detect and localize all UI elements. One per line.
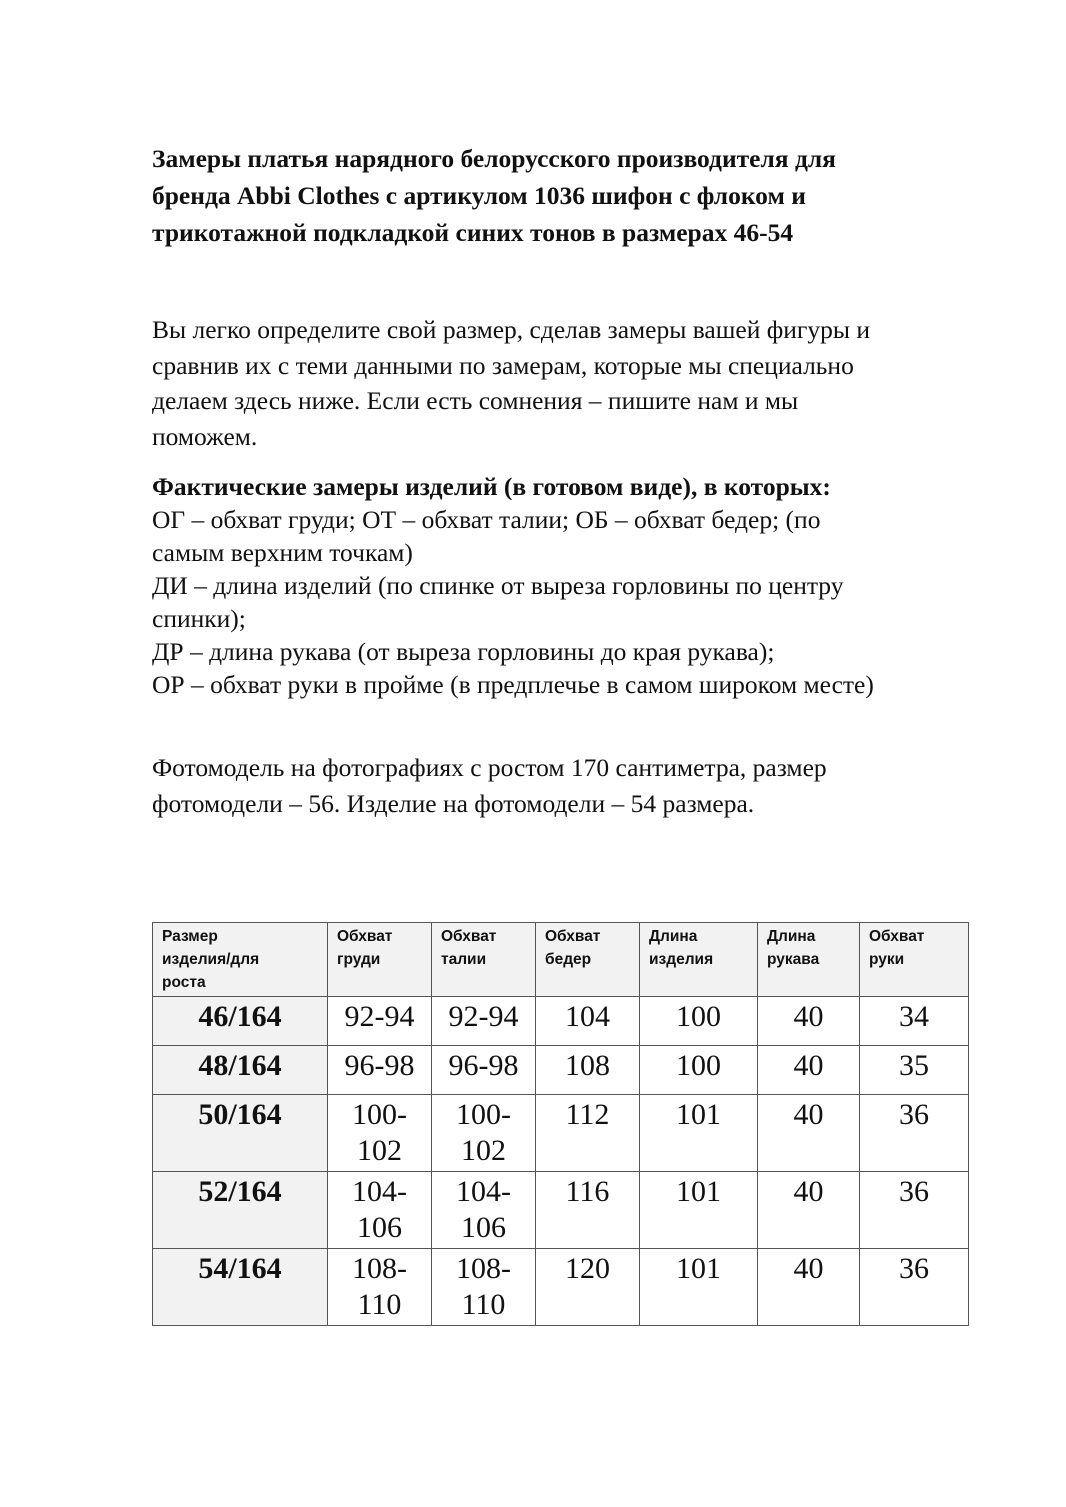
table-row [153,1249,969,1326]
definition-line: ДР – длина рукава (от выреза горловины до края рукава); [152,637,775,666]
cell-arm: 35 [860,1046,969,1095]
header-text: Длина [649,928,698,945]
cell-length: 101 [640,1172,758,1249]
cell-text: 106 [357,1211,402,1244]
cell-size: 46/164 [153,997,328,1046]
cell-text: 92-94 [448,1000,519,1033]
cell-sleeve: 40 [758,1172,860,1249]
cell-size: 50/164 [153,1095,328,1172]
header-waist [432,923,536,997]
cell-size: 54/164 [153,1249,328,1326]
table-row [153,997,969,1046]
cell-length: 101 [640,1095,758,1172]
cell-waist [432,1095,536,1172]
header-length [640,923,758,997]
cell-arm: 36 [860,1095,969,1172]
header-text: Длина [767,928,816,945]
cell-text: 100- [456,1098,511,1131]
cell-hips: 120 [536,1249,640,1326]
header-text: руки [869,951,905,968]
definition-line: спинки); [152,604,246,633]
header-text: груди [337,951,381,968]
cell-chest [328,1046,432,1095]
cell-hips: 116 [536,1172,640,1249]
definition-line: самым верхним точкам) [152,538,413,567]
header-text: талии [441,951,487,968]
cell-text: 110 [461,1288,506,1321]
header-text: Обхват [869,928,925,945]
cell-waist [432,1172,536,1249]
table-row [153,1095,969,1172]
cell-text: 108- [352,1252,407,1285]
cell-sleeve: 40 [758,997,860,1046]
header-arm [860,923,969,997]
title-line: бренда Abbi Clothes с артикулом 1036 шифон с флоком и [152,181,806,210]
cell-text: 110 [357,1288,402,1321]
cell-text: 96-98 [344,1049,415,1082]
header-text: Размер [162,928,218,945]
cell-arm: 36 [860,1249,969,1326]
cell-chest [328,997,432,1046]
intro-line: делаем здесь ниже. Если есть сомнения – пишите нам и мы [152,386,799,415]
cell-length: 100 [640,997,758,1046]
cell-arm: 36 [860,1172,969,1249]
cell-waist [432,1046,536,1095]
cell-waist [432,997,536,1046]
intro-line: Вы легко определите свой размер, сделав замеры вашей фигуры и [152,315,871,344]
header-text: Обхват [545,928,601,945]
cell-size: 52/164 [153,1172,328,1249]
model-info-paragraph [152,750,972,821]
definitions-heading: Фактические замеры изделий (в готовом виде), в которых: [152,472,831,501]
intro-line: поможем. [152,421,258,451]
model-info-line: фотомодели – 56. Изделие на фотомодели – 54 размера. [152,788,755,818]
cell-hips: 112 [536,1095,640,1172]
cell-text: 102 [357,1134,402,1167]
cell-text: 108- [456,1252,511,1285]
cell-size: 48/164 [153,1046,328,1095]
header-text: изделия/для [162,951,260,968]
document-title [152,140,942,251]
header-hips [536,923,640,997]
cell-chest [328,1249,432,1326]
cell-waist [432,1249,536,1326]
cell-hips: 108 [536,1046,640,1095]
cell-chest [328,1095,432,1172]
title-line: трикотажной подкладкой синих тонов в размерах 46-54 [152,218,794,247]
table-row [153,1172,969,1249]
cell-arm: 34 [860,997,969,1046]
table-row [153,1046,969,1095]
table-header-row [153,923,969,997]
cell-text: 106 [461,1211,506,1244]
cell-sleeve: 40 [758,1249,860,1326]
cell-text: 92-94 [344,1000,415,1033]
header-text: бедер [545,951,592,968]
size-table [152,922,969,1326]
header-text: роста [162,974,206,991]
header-text: изделия [649,951,714,968]
intro-paragraph [152,312,972,454]
cell-text: 96-98 [448,1049,519,1082]
title-line: Замеры платья нарядного белорусского производителя для [152,144,836,173]
header-sleeve [758,923,860,997]
header-text: Обхват [337,928,393,945]
cell-length: 101 [640,1249,758,1326]
model-info-line: Фотомодель на фотографиях с ростом 170 сантиметра, размер [152,753,827,782]
cell-chest [328,1172,432,1249]
header-size [153,923,328,997]
definitions-block [152,470,1012,701]
cell-length: 100 [640,1046,758,1095]
cell-text: 100- [352,1098,407,1131]
cell-text: 104- [352,1175,407,1208]
cell-text: 102 [461,1134,506,1167]
header-text: Обхват [441,928,497,945]
definition-line: ОР – обхват руки в пройме (в предплечье в самом широком месте) [152,670,874,699]
header-chest [328,923,432,997]
definition-line: ДИ – длина изделий (по спинке от выреза горловины по центру [152,571,844,600]
cell-hips: 104 [536,997,640,1046]
cell-text: 104- [456,1175,511,1208]
cell-sleeve: 40 [758,1095,860,1172]
header-text: рукава [767,951,820,968]
definition-line: ОГ – обхват груди; ОТ – обхват талии; ОБ – обхват бедер; (по [152,505,821,534]
intro-line: сравнив их с теми данными по замерам, которые мы специально [152,350,854,380]
cell-sleeve: 40 [758,1046,860,1095]
